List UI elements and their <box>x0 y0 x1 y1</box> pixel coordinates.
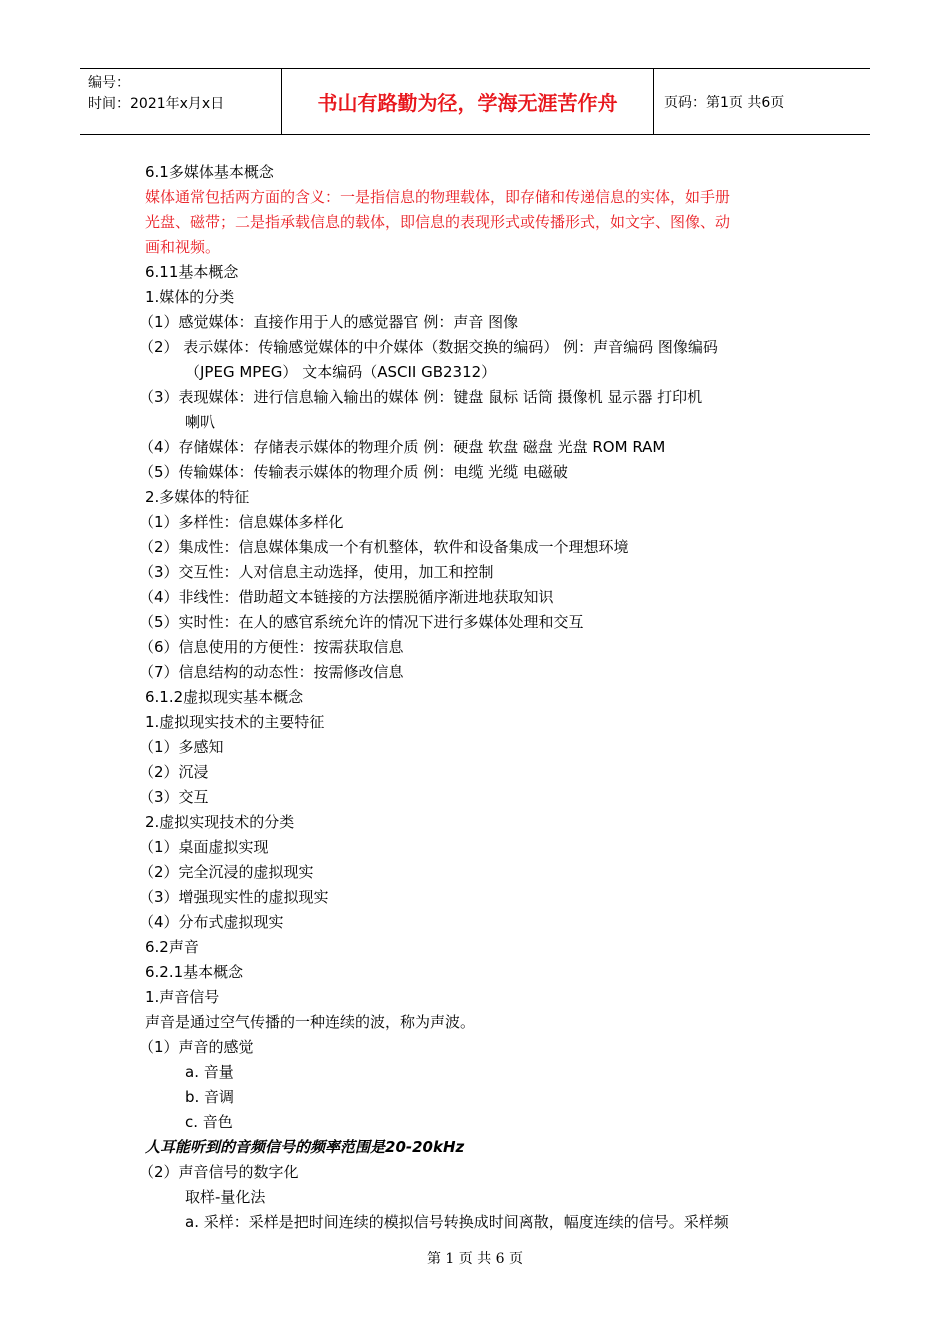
subsection-heading: 6.2.1基本概念 <box>145 963 244 981</box>
list-item: （6）信息使用的方便性：按需获取信息 <box>139 638 404 656</box>
definition-paragraph-line: 画和视频。 <box>145 238 221 256</box>
header-meta <box>80 69 282 134</box>
list-item: （4）非线性：借助超文本链接的方法摆脱循序渐进地获取知识 <box>139 588 554 606</box>
topic-heading: 2.多媒体的特征 <box>145 488 250 506</box>
list-item: （4）分布式虚拟现实 <box>139 913 284 931</box>
topic-heading: 1.声音信号 <box>145 988 220 1006</box>
paragraph-line: 声音是通过空气传播的一种连续的波，称为声波。 <box>145 1013 476 1031</box>
page-footer: 第 1 页 共 6 页 <box>426 1251 524 1267</box>
section-heading: 6.2声音 <box>145 938 199 956</box>
section-heading: 6.1多媒体基本概念 <box>145 163 274 181</box>
header-motto: 书山有路勤为径，学海无涯苦作舟 <box>282 69 654 134</box>
sub-list-item: a. 采样：采样是把时间连续的模拟信号转换成时间离散，幅度连续的信号。采样频 <box>185 1213 729 1231</box>
list-item: （7）信息结构的动态性：按需修改信息 <box>139 663 404 681</box>
subsection-heading: 6.1.2虚拟现实基本概念 <box>145 688 304 706</box>
list-item: （2）集成性：信息媒体集成一个有机整体，软件和设备集成一个理想环境 <box>139 538 629 556</box>
document-body <box>139 160 825 1235</box>
list-item: （2） 表示媒体：传输感觉媒体的中介媒体（数据交换的编码） 例：声音编码 图像编码 <box>139 338 718 356</box>
sub-list-item: a. 音量 <box>185 1063 234 1081</box>
list-item: （2）完全沉浸的虚拟现实 <box>139 863 314 881</box>
list-item: （1）多感知 <box>139 738 224 756</box>
list-item: （1）声音的感觉 <box>139 1038 254 1056</box>
topic-heading: 1.媒体的分类 <box>145 288 235 306</box>
list-item: （5）实时性：在人的感官系统允许的情况下进行多媒体处理和交互 <box>139 613 584 631</box>
list-item: （3）交互 <box>139 788 209 806</box>
list-item: （2）沉浸 <box>139 763 209 781</box>
sub-heading: 取样-量化法 <box>185 1188 266 1206</box>
list-item-continuation: （JPEG MPEG） 文本编码（ASCII GB2312） <box>185 363 497 381</box>
subsection-heading: 6.11基本概念 <box>145 263 239 281</box>
topic-heading: 2.虚拟实现技术的分类 <box>145 813 295 831</box>
page-header <box>80 68 870 135</box>
header-page-label: 页码：第1页 共6页 <box>664 94 785 111</box>
emphasis-line: 人耳能听到的音频信号的频率范围是20-20kHz <box>145 1138 465 1156</box>
list-item-continuation: 喇叭 <box>185 413 216 431</box>
list-item: （2）声音信号的数字化 <box>139 1163 299 1181</box>
list-item: （4）存储媒体：存储表示媒体的物理介质 例：硬盘 软盘 磁盘 光盘 ROM RAM <box>139 438 666 456</box>
topic-heading: 1.虚拟现实技术的主要特征 <box>145 713 325 731</box>
list-item: （3）交互性：人对信息主动选择，使用，加工和控制 <box>139 563 494 581</box>
list-item: （5）传输媒体：传输表示媒体的物理介质 例：电缆 光缆 电磁破 <box>139 463 568 481</box>
document-date-label: 时间：2021年x月x日 <box>88 96 225 112</box>
document-number-label: 编号： <box>88 75 130 91</box>
definition-paragraph-line: 媒体通常包括两方面的含义：一是指信息的物理载体，即存储和传递信息的实体，如手册 <box>145 188 731 206</box>
definition-paragraph-line: 光盘、磁带；二是指承载信息的载体，即信息的表现形式或传播形式，如文字、图像、动 <box>145 213 731 231</box>
sub-list-item: b. 音调 <box>185 1088 235 1106</box>
list-item: （1）多样性：信息媒体多样化 <box>139 513 344 531</box>
list-item: （1）感觉媒体：直接作用于人的感觉器官 例：声音 图像 <box>139 313 519 331</box>
list-item: （3）增强现实性的虚拟现实 <box>139 888 329 906</box>
list-item: （1）桌面虚拟实现 <box>139 838 269 856</box>
list-item: （3）表现媒体：进行信息输入输出的媒体 例：键盘 鼠标 话筒 摄像机 显示器 打印机 <box>139 388 703 406</box>
sub-list-item: c. 音色 <box>185 1113 233 1131</box>
